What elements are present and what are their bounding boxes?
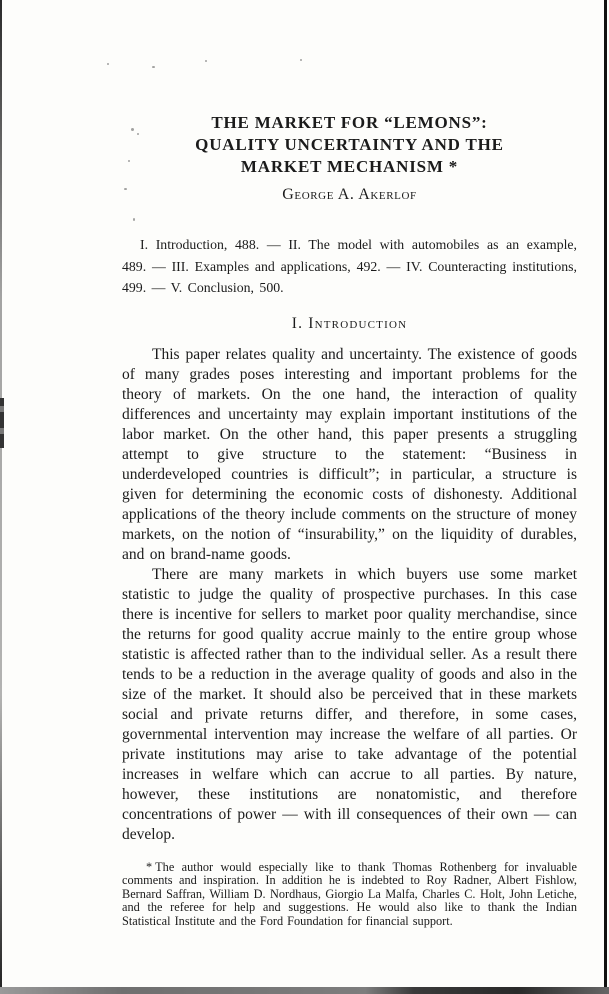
scan-edge-right [604,0,607,994]
scan-speck [107,63,109,65]
paper-title [122,0,577,178]
table-of-contents: I. Introduction, 488. — II. The model with automobiles as an example, 489. — III. Examples and applications, 492. — IV. Counteracting institutions, 499. — V. Conclusion, 500. [122,237,577,295]
acknowledgements-footnote [122,861,577,929]
scan-bottom-band [0,987,609,994]
footnote-asterisk: * [146,859,153,874]
scan-left-marks [0,398,4,448]
text-column [122,0,577,928]
paper-title-line-1: THE MARKET FOR “LEMONS”: [211,113,488,132]
scan-edge-left [0,0,2,994]
body-paragraph-1: This paper relates quality and uncertainty. The existence of goods of many grades poses interesting and important problems for the theory of markets. On the one hand, the interaction of quality differences and uncertainty may explain important institutions of the labor market. On the other hand, this paper presents a struggling attempt to give structure to the statement: “Business in underdeveloped countries is difficult”; in particular, a structure is given for determining the economic costs of dishonesty. Additional applications of the theory include comments on the structure of money markets, on the notion of “insurability,” on the liquidity of durables, and on brand-name goods. [122,345,577,563]
footnote-text: The author would especially like to thank Thomas Rothenberg for invaluable comments and inspiration. In addition he is indebted to Roy Radner, Albert Fishlow, Bernard Saffran, William D. Nordhaus, Giorgio La Malfa, Charles C. Holt, John Letiche, and the referee for help and suggestions. He would also like to thank the Indian Statistical Institute and the Ford Foundation for financial support. [122,859,577,928]
section-heading-introduction: I. Introduction [291,314,408,332]
author-name: George A. Akerlof [282,186,417,203]
paper-title-line-2: QUALITY UNCERTAINTY AND THE [195,135,504,154]
body-paragraph-2: There are many markets in which buyers use some market statistic to judge the quality of prospective purchases. In this case there is incentive for sellers to market poor quality merchandise, since the returns for good quality accrue mainly to the entire group whose statistic is affected rather than to the individual seller. As a result there tends to be a reduction in the average quality of goods and also in the size of the market. It should also be perceived that in these markets social and private returns differ, and therefore, in some cases, governmental intervention may increase the welfare of all parties. Or private institutions may arise to take advantage of the potential increases in welfare which can accrue to all parties. By nature, however, these institutions are nonatomistic, and therefore concentrations of power — with ill consequences of their own — can develop. [122,565,577,843]
paper-title-line-3: MARKET MECHANISM * [240,157,459,176]
